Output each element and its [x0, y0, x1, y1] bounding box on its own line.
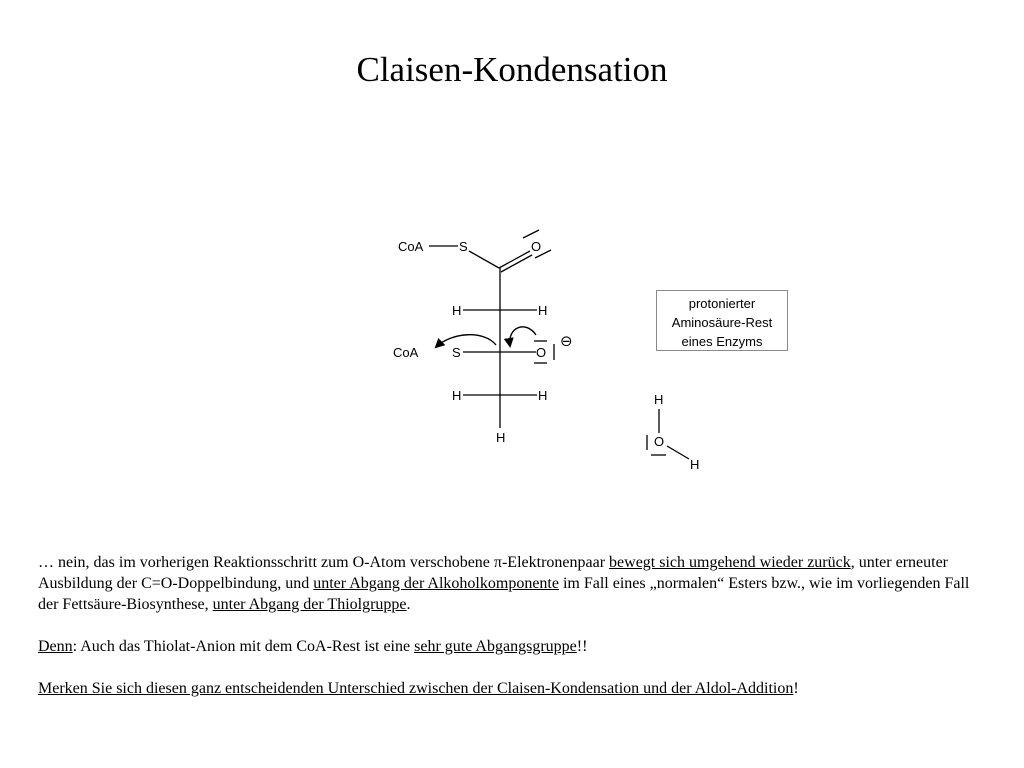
water-h-bottom: H	[690, 457, 700, 472]
paragraph-mechanism	[38, 552, 988, 615]
h-label-1-right: H	[538, 303, 548, 318]
underlined-segment: unter Abgang der Thiolgruppe	[212, 596, 407, 613]
o-label-top: O	[531, 239, 542, 254]
water-h-top: H	[654, 392, 664, 407]
page-title: Claisen-Kondensation	[356, 50, 668, 89]
o-label-mid: O	[536, 345, 547, 360]
lone-pair-top-1	[523, 230, 539, 238]
text-segment: !	[793, 680, 799, 697]
text-segment: !!	[576, 638, 588, 655]
water-o: O	[654, 434, 665, 449]
enzyme-residue-box	[656, 290, 788, 351]
arrow-electron-from-o	[510, 327, 536, 346]
s-label-top: S	[459, 239, 468, 254]
arrow-electron-to-s	[436, 335, 496, 347]
explanation-text	[38, 552, 988, 699]
text-segment: , unter erneuter Ausbildung der C=O-Doppelbindung, und	[38, 554, 948, 592]
bond-c-o-double-a	[499, 251, 530, 268]
underlined-segment: Denn	[38, 638, 73, 655]
h-label-1-left: H	[452, 303, 462, 318]
h-label-bottom: H	[496, 430, 506, 445]
text-segment: … nein, das im vorherigen Reaktionsschritt zum O-Atom verschobene π-Elektronenpaar	[38, 554, 610, 571]
box-line-3: eines Enzyms	[681, 334, 763, 349]
underlined-segment: bewegt sich umgehend wieder zurück	[609, 554, 851, 571]
box-line-2: Aminosäure-Rest	[671, 315, 773, 330]
text-segment: .	[406, 596, 411, 613]
bond-c-o-double-b	[501, 255, 532, 272]
coa-label-top: CoA	[398, 239, 424, 254]
h-label-2-right: H	[538, 388, 548, 403]
h-label-2-left: H	[452, 388, 462, 403]
text-segment: im Fall eines „normalen“ Esters bzw., wie im vorliegenden Fall der Fettsäure-Biosynthese,	[38, 575, 970, 613]
underlined-segment: Merken Sie sich diesen ganz entscheidenden Unterschied zwischen der Claisen-Kondensation und der Aldol-Addition	[38, 680, 794, 697]
paragraph-note	[38, 678, 988, 699]
paragraph-reason	[38, 636, 988, 657]
coa-label-mid: CoA	[393, 345, 419, 360]
bond-s-c-top	[469, 251, 499, 268]
underlined-segment: unter Abgang der Alkoholkomponente	[313, 575, 559, 592]
bond-water-o-h-bottom	[667, 446, 689, 459]
s-label-mid: S	[452, 345, 461, 360]
negative-charge-symbol: ⊖	[560, 333, 573, 350]
underlined-segment: sehr gute Abgangsgruppe	[414, 638, 577, 655]
text-segment: : Auch das Thiolat-Anion mit dem CoA-Rest ist eine	[72, 638, 415, 655]
box-line-1: protonierter	[688, 296, 756, 311]
